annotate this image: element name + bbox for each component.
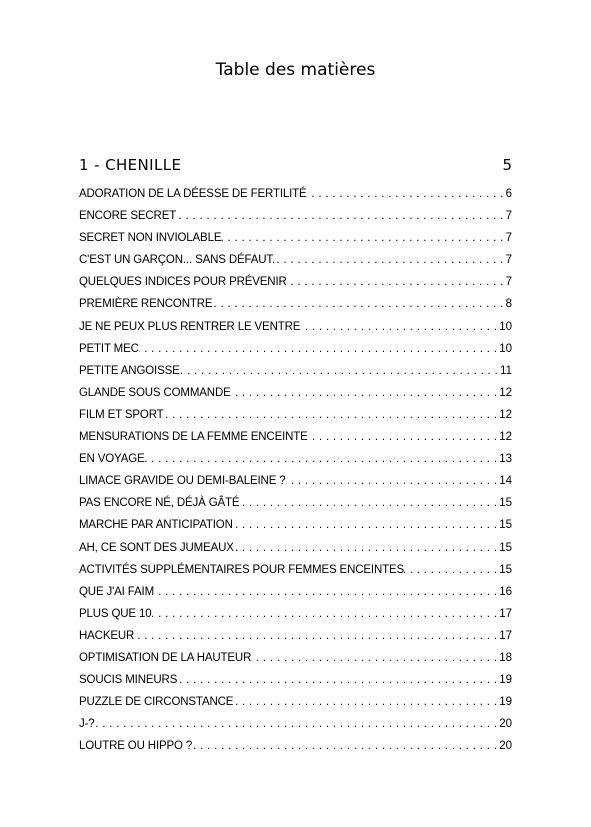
toc-entry-page: 17 <box>499 629 512 642</box>
toc-entry[interactable] <box>79 691 512 713</box>
toc-entry-title: AH, CE SONT DES JUMEAUX <box>79 541 234 554</box>
toc-entry-page: 12 <box>499 386 512 399</box>
toc-entry-title: EN VOYAGE <box>79 453 145 466</box>
dot-leader <box>145 448 500 470</box>
toc-entry-page: 14 <box>499 475 512 488</box>
dot-leader <box>134 625 499 647</box>
toc-entry[interactable] <box>79 382 512 404</box>
toc-entry-title: ACTIVITÉS SUPPLÉMENTAIRES POUR FEMMES ENCEINTES <box>79 563 405 576</box>
toc-entry[interactable] <box>79 227 512 249</box>
toc-title: Table des matières <box>215 60 376 80</box>
toc-entry-title: C'EST UN GARÇON... SANS DÉFAUT. <box>79 254 276 267</box>
toc-entry-title: PREMIÈRE RENCONTRE <box>79 298 213 311</box>
toc-entry-page: 20 <box>499 740 512 753</box>
toc-entry-title: HACKEUR <box>79 629 135 642</box>
toc-entry[interactable] <box>79 669 512 691</box>
toc-entry-title: LIMACE GRAVIDE OU DEMI-BALEINE ? <box>79 475 286 488</box>
toc-entry-page: 10 <box>499 320 512 333</box>
toc-entry[interactable] <box>79 581 512 603</box>
dot-leader <box>176 205 506 227</box>
toc-entry[interactable] <box>79 470 512 492</box>
toc-entry[interactable] <box>79 205 512 227</box>
toc-entry-title: PLUS QUE 10 <box>79 607 152 620</box>
toc-entry-title: GLANDE SOUS COMMANDE <box>79 386 231 399</box>
toc-entry[interactable] <box>79 249 512 271</box>
dot-leader <box>404 559 499 581</box>
dot-leader <box>192 735 499 757</box>
toc-entry-page: 8 <box>505 298 512 311</box>
toc-entry-title: MENSURATIONS DE LA FEMME ENCEINTE <box>79 431 308 444</box>
toc-entry[interactable] <box>79 735 512 757</box>
toc-entry-list <box>79 183 512 757</box>
toc-entry-page: 16 <box>499 585 512 598</box>
dot-leader <box>234 537 499 559</box>
toc-entry-page: 17 <box>499 607 512 620</box>
toc-entry-title: QUELQUES INDICES POUR PRÉVENIR <box>79 276 287 289</box>
dot-leader <box>221 227 505 249</box>
chapter-heading[interactable] <box>79 154 512 176</box>
toc-entry-page: 15 <box>499 519 512 532</box>
dot-leader <box>287 271 506 293</box>
dot-leader <box>152 603 500 625</box>
toc-entry[interactable] <box>79 713 512 735</box>
toc-entry-title: PAS ENCORE NÉ, DÉJÀ GÂTÉ <box>79 497 240 510</box>
toc-entry[interactable] <box>79 448 512 470</box>
toc-entry-page: 13 <box>499 453 512 466</box>
dot-leader <box>154 581 499 603</box>
toc-entry[interactable] <box>79 603 512 625</box>
dot-leader <box>286 470 500 492</box>
toc-entry-title: PETITE ANGOISSE <box>79 364 180 377</box>
toc-entry[interactable] <box>79 183 512 205</box>
toc-entry[interactable] <box>79 559 512 581</box>
toc-entry[interactable] <box>79 316 512 338</box>
toc-entry-page: 7 <box>505 276 512 289</box>
dot-leader <box>300 316 499 338</box>
toc-entry-title: PETIT MEC <box>79 342 139 355</box>
dot-leader <box>212 293 505 315</box>
dot-leader <box>233 514 499 536</box>
chapter-label: 1 - CHENILLE <box>79 156 182 174</box>
toc-entry-page: 19 <box>499 696 512 709</box>
toc-entry-page: 15 <box>499 563 512 576</box>
dot-leader <box>233 691 499 713</box>
toc-entry[interactable] <box>79 426 512 448</box>
dot-leader <box>307 183 506 205</box>
dot-leader <box>275 249 506 271</box>
toc-entry-title: J-? <box>79 718 95 731</box>
toc-entry-title: PUZZLE DE CIRCONSTANCE <box>79 696 234 709</box>
chapter-page-number: 5 <box>502 156 512 174</box>
toc-entry-page: 11 <box>500 364 512 377</box>
toc-entry-page: 12 <box>499 431 512 444</box>
toc-entry-title: JE NE PEUX PLUS RENTRER LE VENTRE <box>79 320 301 333</box>
toc-entry-page: 6 <box>505 188 512 200</box>
toc-entry-page: 7 <box>505 254 512 267</box>
toc-entry-title: QUE J'AI FAIM <box>79 585 155 598</box>
toc-entry-page: 12 <box>499 408 512 421</box>
dot-leader <box>139 338 499 360</box>
toc-entry-page: 15 <box>499 541 512 554</box>
dot-leader <box>95 713 500 735</box>
dot-leader <box>231 382 500 404</box>
toc-entry-title: MARCHE PAR ANTICIPATION <box>79 519 233 532</box>
toc-entry-title: SOUCIS MINEURS <box>79 674 178 687</box>
toc-entry-title: OPTIMISATION DE LA HAUTEUR <box>79 651 252 664</box>
toc-entry-title: ADORATION DE LA DÉESSE DE FERTILITÉ <box>79 188 307 200</box>
dot-leader <box>239 492 499 514</box>
toc-entry[interactable] <box>79 360 512 382</box>
toc-entry-title: ENCORE SECRET <box>79 210 177 223</box>
toc-entry[interactable] <box>79 492 512 514</box>
toc-entry[interactable] <box>79 647 512 669</box>
toc-entry-page: 15 <box>499 497 512 510</box>
toc-entry-page: 10 <box>499 342 512 355</box>
toc-entry[interactable] <box>79 293 512 315</box>
dot-leader <box>177 669 499 691</box>
toc-entry-title: SECRET NON INVIOLABLE <box>79 232 222 245</box>
toc-entry[interactable] <box>79 404 512 426</box>
toc-entry-page: 19 <box>499 674 512 687</box>
toc-entry-title: FILM ET SPORT <box>79 408 164 421</box>
toc-entry-page: 20 <box>499 718 512 731</box>
toc-entry-title: LOUTRE OU HIPPO ? <box>79 740 193 753</box>
toc-entry[interactable] <box>79 537 512 559</box>
toc-entry[interactable] <box>79 338 512 360</box>
toc-entry[interactable] <box>79 514 512 536</box>
toc-entry[interactable] <box>79 625 512 647</box>
toc-entry-page: 18 <box>499 651 512 664</box>
dot-leader <box>251 647 499 669</box>
dot-leader <box>180 360 500 382</box>
toc-entry-page: 7 <box>505 232 512 245</box>
toc-entry[interactable] <box>79 271 512 293</box>
dot-leader <box>164 404 500 426</box>
dot-leader <box>308 426 500 448</box>
toc-entry-page: 7 <box>505 210 512 223</box>
